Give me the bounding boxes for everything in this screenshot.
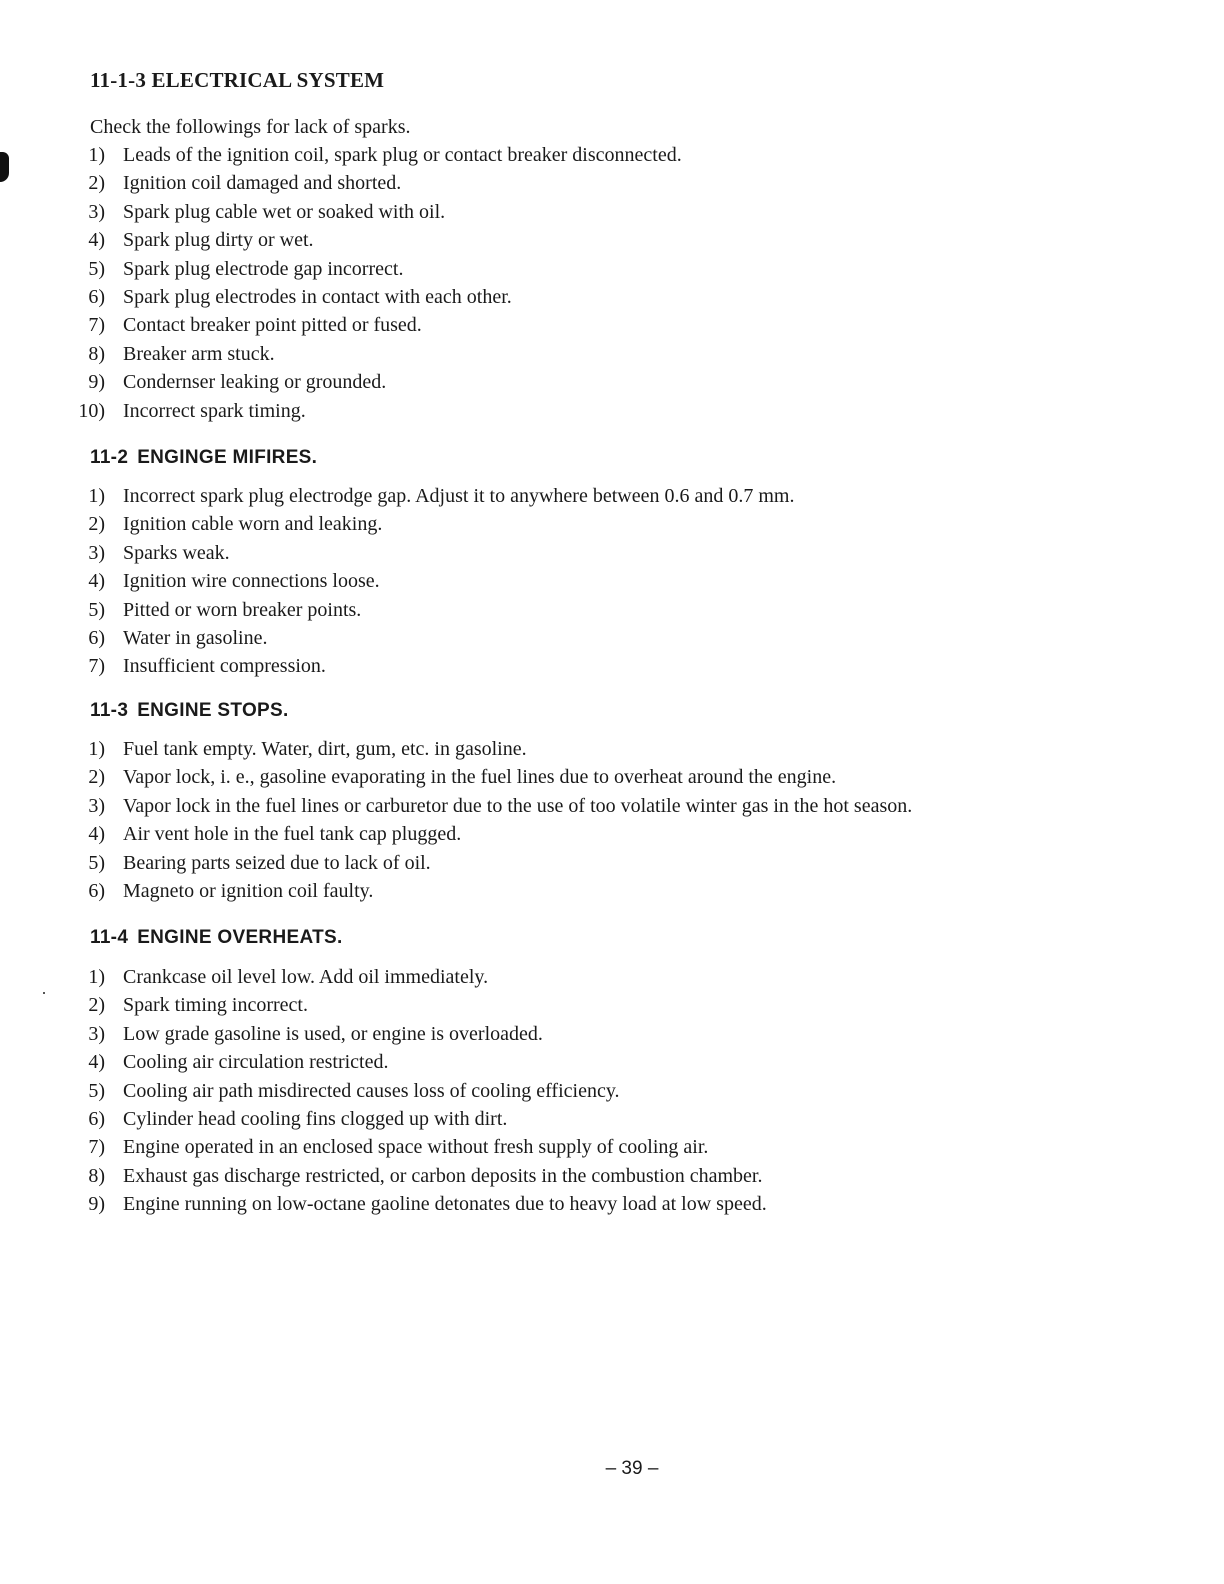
list-item: 5) Cooling air path misdirected causes loss of cooling efficiency. [88,1079,620,1102]
list-item: 9) Condernser leaking or grounded. [88,371,387,394]
list-item: 3) Sparks weak. [88,541,230,564]
list-item: 5) Spark plug electrode gap incorrect. [88,257,404,280]
scan-speck [43,992,45,994]
list-item: 2) Vapor lock, i. e., gasoline evaporating in the fuel lines due to overheat around the engine. [88,766,837,789]
section-title: 11-4 ENGINE OVERHEATS. [90,927,343,948]
list-item: 2) Ignition coil damaged and shorted. [88,172,402,195]
list-item: 6) Water in gasoline. [88,627,268,650]
list-item: 4) Ignition wire connections loose. [88,570,380,593]
section-title: 11-1-3 ELECTRICAL SYSTEM [90,68,385,92]
list-item: 1) Leads of the ignition coil, spark plug or contact breaker disconnected. [88,144,682,166]
page-number: – 39 – [605,1458,659,1479]
list-item: 5) Pitted or worn breaker points. [88,598,362,621]
list-item: 2) Ignition cable worn and leaking. [88,513,383,536]
list-item: 8) Exhaust gas discharge restricted, or carbon deposits in the combustion chamber. [88,1164,763,1187]
list-item: 7) Insufficient compression. [88,655,326,678]
list-item: 3) Low grade gasoline is used, or engine is overloaded. [88,1022,543,1045]
binding-margin-mark [0,152,9,182]
list-item: 9) Engine running on low-octane gaoline detonates due to heavy load at low speed. [88,1193,767,1216]
list-item: 10) Incorrect spark timing. [78,399,306,422]
list-item: 3) Vapor lock in the fuel lines or carburetor due to the use of too volatile winter gas in the hot season. [88,794,913,817]
list-item: 7) Contact breaker point pitted or fused. [88,314,422,337]
section-title: 11-2 ENGINGE MIFIRES. [90,447,318,468]
section-electrical-system [78,66,682,425]
list-item: 6) Magneto or ignition coil faulty. [88,880,374,903]
list-item: 7) Engine operated in an enclosed space without fresh supply of cooling air. [88,1136,709,1159]
checklist [72,735,912,905]
checklist [72,482,794,681]
section-title: 11-3 ENGINE STOPS. [90,700,289,721]
list-item: 3) Spark plug cable wet or soaked with oil. [88,200,446,223]
list-item: 4) Cooling air circulation restricted. [88,1051,389,1074]
section-engine-misfires [90,444,794,681]
section-engine-overheats [90,924,767,1219]
section-engine-stops [90,697,912,905]
checklist [72,141,682,425]
section-intro: Check the followings for lack of sparks. [90,116,411,138]
list-item: 4) Air vent hole in the fuel tank cap plugged. [88,823,462,846]
list-item: 2) Spark timing incorrect. [88,994,308,1017]
list-item: 1) Fuel tank empty. Water, dirt, gum, etc. in gasoline. [88,738,527,760]
list-item: 1) Crankcase oil level low. Add oil immediately. [88,966,489,988]
list-item: 1) Incorrect spark plug electrodge gap. Adjust it to anywhere between 0.6 and 0.7 mm. [88,485,795,507]
list-item: 5) Bearing parts seized due to lack of oil. [88,851,431,874]
list-item: 6) Cylinder head cooling fins clogged up with dirt. [88,1108,508,1131]
list-item: 4) Spark plug dirty or wet. [88,229,314,252]
list-item: 6) Spark plug electrodes in contact with each other. [88,286,512,309]
checklist [72,963,767,1219]
list-item: 8) Breaker arm stuck. [88,342,275,365]
